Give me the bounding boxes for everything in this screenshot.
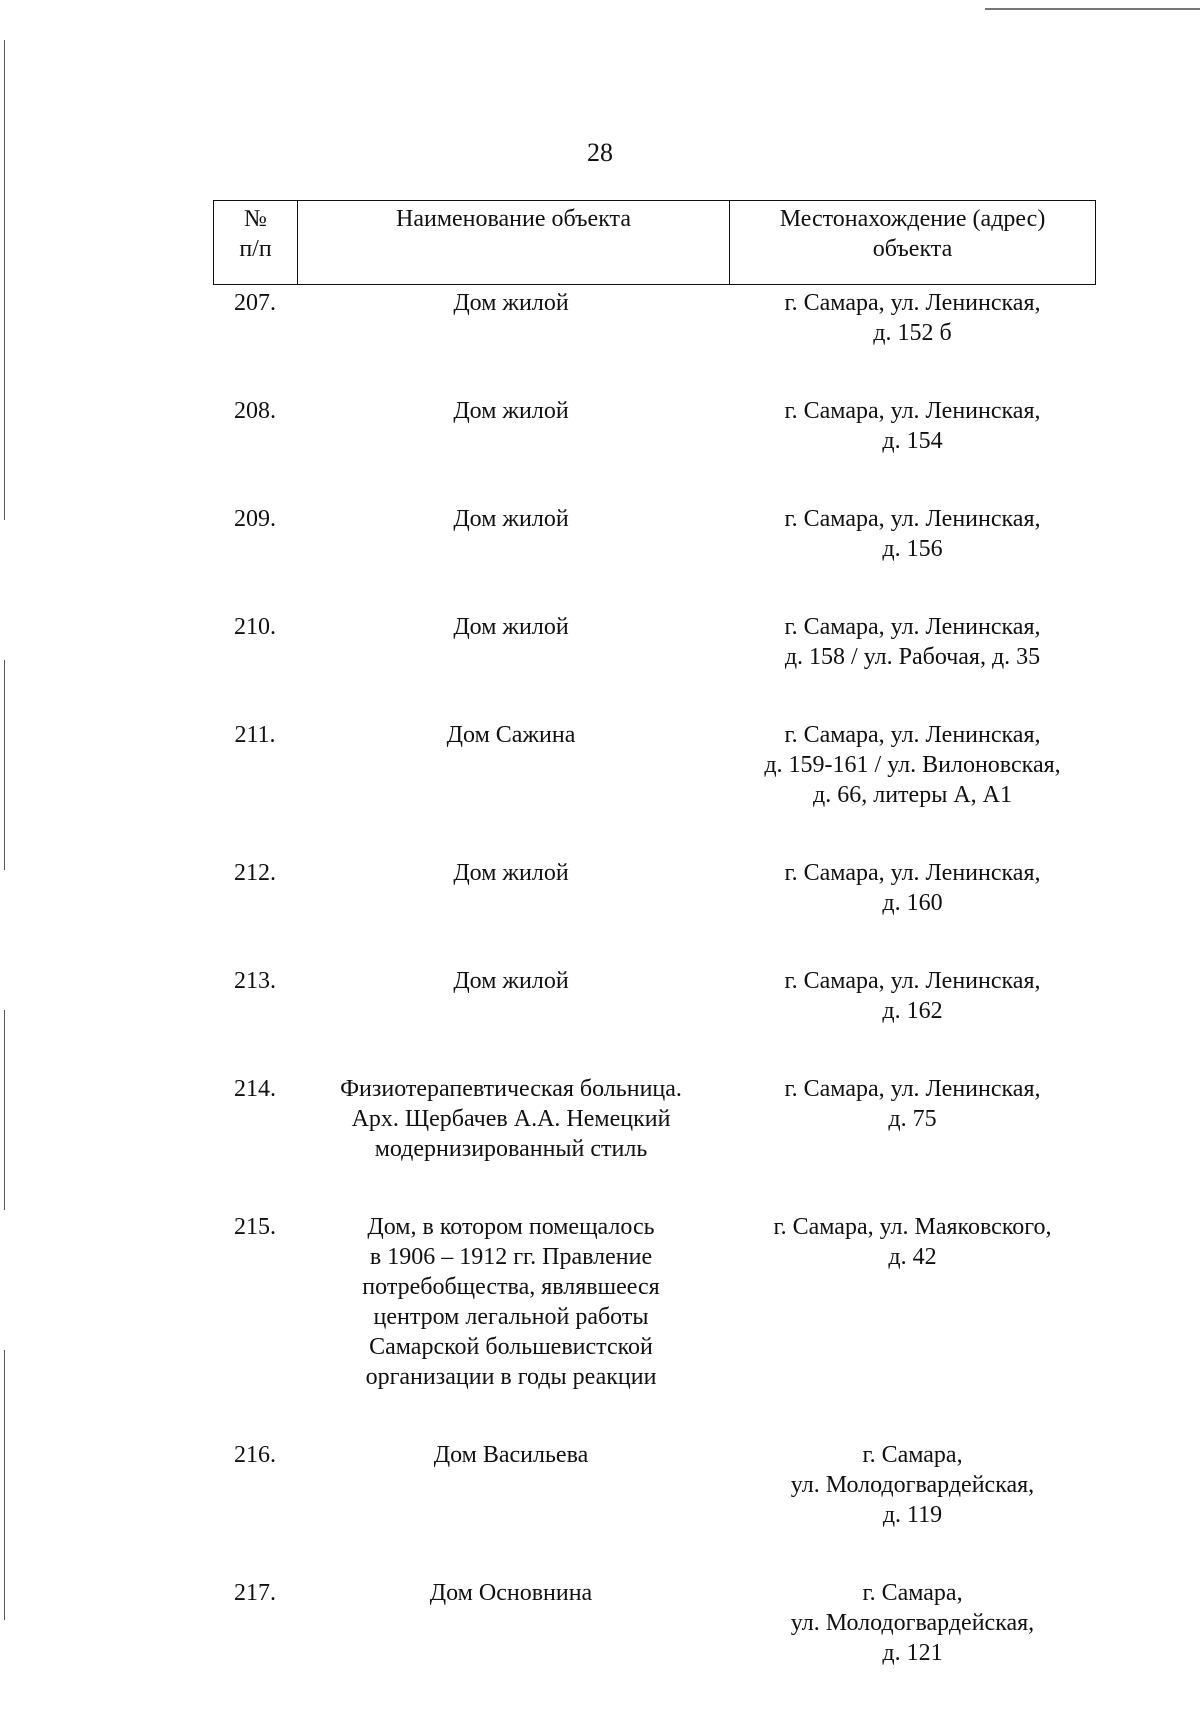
object-address-line: д. 66, литеры А, А1 xyxy=(813,782,1012,808)
table-row xyxy=(213,858,1096,918)
object-address-line: ул. Молодогвардейская, xyxy=(790,1472,1035,1498)
object-name xyxy=(297,720,729,810)
object-address-line: г. Самара, ул. Ленинская, xyxy=(784,968,1041,994)
object-address-line: д. 42 xyxy=(888,1244,937,1270)
row-number: 208. xyxy=(234,398,276,424)
table-row xyxy=(213,288,1096,348)
object-address-line: д. 156 xyxy=(882,536,943,562)
object-name-line: в 1906 – 1912 гг. Правление xyxy=(369,1244,653,1270)
header-address-column xyxy=(730,201,1095,284)
object-address-line: г. Самара, ул. Ленинская, xyxy=(784,1076,1041,1102)
object-name-line: Физиотерапевтическая больница. xyxy=(340,1076,682,1102)
object-address xyxy=(729,396,1096,456)
object-name xyxy=(297,1440,729,1530)
table-row xyxy=(213,504,1096,564)
object-address xyxy=(729,858,1096,918)
object-name xyxy=(297,1074,729,1164)
object-name xyxy=(297,1578,729,1668)
object-address-line: г. Самара, ул. Ленинская, xyxy=(784,860,1041,886)
table-header xyxy=(213,200,1096,285)
object-address-line: г. Самара, ул. Маяковского, xyxy=(773,1214,1052,1240)
object-address xyxy=(729,720,1096,810)
scan-artifact-edge xyxy=(4,1010,5,1210)
table-row xyxy=(213,612,1096,672)
row-number: 211. xyxy=(234,722,276,748)
object-name-line: центром легальной работы xyxy=(373,1304,649,1330)
object-name-line: Дом Основнина xyxy=(429,1580,593,1606)
object-name-line: Дом жилой xyxy=(453,290,569,316)
table-row xyxy=(213,1578,1096,1668)
object-address xyxy=(729,1578,1096,1668)
table-row xyxy=(213,720,1096,810)
object-address-line: д. 159-161 / ул. Вилоновская, xyxy=(764,752,1061,778)
object-address-line: д. 119 xyxy=(882,1502,943,1528)
object-address-line: д. 152 б xyxy=(873,320,952,346)
object-address xyxy=(729,1074,1096,1164)
object-address-line: ул. Молодогвардейская, xyxy=(790,1610,1035,1636)
object-address-line: д. 121 xyxy=(882,1640,943,1666)
scan-artifact-edge xyxy=(4,40,5,520)
header-address-line1: Местонахождение (адрес) xyxy=(779,206,1046,232)
object-name-line: Дом, в котором помещалось xyxy=(367,1214,655,1240)
scan-artifact-line xyxy=(985,8,1200,10)
row-number: 217. xyxy=(234,1580,276,1606)
page-number: 28 xyxy=(587,138,613,167)
header-number-line1: № xyxy=(244,206,267,232)
object-address-line: д. 75 xyxy=(888,1106,937,1132)
table-row xyxy=(213,1074,1096,1164)
header-name-column: Наименование объекта xyxy=(298,201,730,284)
object-name xyxy=(297,1212,729,1392)
object-name-line: модернизированный стиль xyxy=(374,1136,648,1162)
object-address-line: г. Самара, ул. Ленинская, xyxy=(784,506,1041,532)
object-address xyxy=(729,1440,1096,1530)
row-number: 216. xyxy=(234,1442,276,1468)
object-name xyxy=(297,966,729,1026)
header-address-line2: объекта xyxy=(872,236,953,262)
object-name-line: Дом Васильева xyxy=(433,1442,589,1468)
object-name xyxy=(297,612,729,672)
header-number-line2: п/п xyxy=(239,236,272,262)
scan-artifact-edge xyxy=(4,1450,5,1620)
table-body xyxy=(213,288,1096,1716)
object-address xyxy=(729,966,1096,1026)
object-name xyxy=(297,504,729,564)
row-number: 210. xyxy=(234,614,276,640)
row-number: 215. xyxy=(234,1214,276,1240)
object-name-line: потребобщества, являвшееся xyxy=(362,1274,660,1300)
object-address-line: д. 160 xyxy=(882,890,943,916)
object-address xyxy=(729,288,1096,348)
object-address-line: г. Самара, ул. Ленинская, xyxy=(784,398,1041,424)
object-name-line: Дом жилой xyxy=(453,614,569,640)
object-name-line: Дом жилой xyxy=(453,506,569,532)
object-address xyxy=(729,1212,1096,1392)
object-name-line: Дом Сажина xyxy=(446,722,576,748)
object-address-line: г. Самара, xyxy=(862,1442,963,1468)
object-address-line: г. Самара, ул. Ленинская, xyxy=(784,290,1041,316)
table-row xyxy=(213,1440,1096,1530)
row-number: 213. xyxy=(234,968,276,994)
object-name xyxy=(297,288,729,348)
header-number-column xyxy=(214,201,298,284)
scan-artifact-edge xyxy=(4,1350,5,1450)
scan-artifact-edge xyxy=(4,660,5,870)
object-name-line: Дом жилой xyxy=(453,968,569,994)
object-name-line: Дом жилой xyxy=(453,860,569,886)
table-row xyxy=(213,1212,1096,1392)
object-address-line: г. Самара, xyxy=(862,1580,963,1606)
object-name-line: Арх. Щербачев А.А. Немецкий xyxy=(351,1106,671,1132)
object-name-line: Дом жилой xyxy=(453,398,569,424)
object-address-line: г. Самара, ул. Ленинская, xyxy=(784,722,1041,748)
object-address xyxy=(729,504,1096,564)
object-name xyxy=(297,858,729,918)
row-number: 214. xyxy=(234,1076,276,1102)
object-address xyxy=(729,612,1096,672)
table-row xyxy=(213,396,1096,456)
row-number: 207. xyxy=(234,290,276,316)
object-address-line: д. 162 xyxy=(882,998,943,1024)
object-name-line: Самарской большевистской xyxy=(369,1334,653,1360)
row-number: 212. xyxy=(234,860,276,886)
table-row xyxy=(213,966,1096,1026)
object-address-line: д. 158 / ул. Рабочая, д. 35 xyxy=(784,644,1041,670)
object-address-line: д. 154 xyxy=(882,428,943,454)
object-name xyxy=(297,396,729,456)
object-address-line: г. Самара, ул. Ленинская, xyxy=(784,614,1041,640)
row-number: 209. xyxy=(234,506,276,532)
object-name-line: организации в годы реакции xyxy=(365,1364,657,1390)
